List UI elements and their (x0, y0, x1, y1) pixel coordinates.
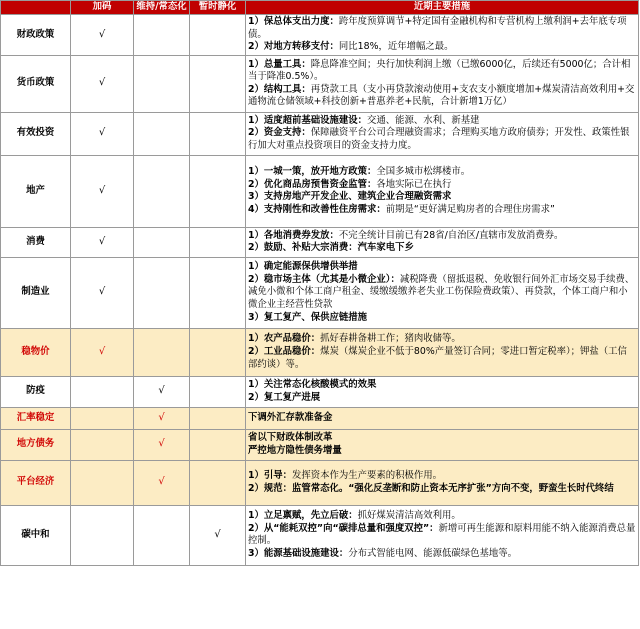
check-mark-normal (134, 227, 190, 257)
measure-lead: 1）关注常态化核酸模式的效果 (248, 379, 377, 391)
measure-detail: 各地实际已在执行 (376, 178, 452, 190)
sector-cell: 消费 (1, 227, 71, 257)
measure-lead: 2）优化商品房预售资金监管： (248, 178, 377, 190)
check-mark-add (71, 460, 134, 505)
check-mark-add: √ (71, 15, 134, 56)
measure-line (248, 510, 636, 523)
measures-cell (246, 429, 639, 460)
table-row (1, 407, 639, 429)
measures-cell (246, 55, 639, 112)
measures-cell (246, 15, 639, 56)
measure-lead: 2）结构工具： (248, 83, 311, 95)
measures-cell (246, 505, 639, 565)
measure-lead: 3）复工复产、保供应链措施 (248, 311, 368, 323)
measure-lead: 2）规范：监管常态化。“强化反垄断和防止资本无序扩张”方向不变，野蛮生长时代终结 (248, 482, 614, 494)
check-mark-add (71, 429, 134, 460)
measure-detail: 前期是“更好满足购房者的合理住房需求” (385, 203, 555, 215)
measure-line (248, 230, 636, 243)
check-mark-add (71, 376, 134, 407)
table-row (1, 429, 639, 460)
check-mark-normal: √ (134, 407, 190, 429)
check-mark-pause (190, 15, 246, 56)
measure-detail: 全国多城市松绑楼市。 (376, 166, 471, 178)
measures-cell (246, 460, 639, 505)
measure-line (248, 379, 636, 392)
table-row (1, 112, 639, 155)
measure-detail: 减税降费（留抵退税、免收银行间外汇市场交易手续费、减免小微和个体工商户租金、缓缴缓缴养老失业工伤保险费政策）、再贷款，个体工商户和小微企业主经营性贷款 (248, 273, 635, 311)
sector-cell: 制造业 (1, 257, 71, 328)
header-category (1, 1, 71, 15)
measure-detail: 跨年度预算调节+特定国有金融机构和专营机构上缴利润+去年底专项债。 (248, 16, 627, 40)
table-row (1, 227, 639, 257)
table-row (1, 55, 639, 112)
check-mark-normal (134, 155, 190, 227)
measure-lead: 2）稳市场主体（尤其是小微企业）： (248, 273, 400, 285)
check-mark-normal: √ (134, 376, 190, 407)
check-mark-normal (134, 55, 190, 112)
check-mark-pause (190, 328, 246, 376)
measure-detail: 分布式智能电网、能源低碳绿色基地等。 (348, 547, 518, 559)
check-mark-pause: √ (190, 505, 246, 565)
measure-detail: 新增可再生能源和原料用能不纳入能源消费总量控制。 (248, 522, 636, 547)
measure-lead: 3）支持房地产开发企业、建筑企业合理融资需求 (248, 191, 452, 203)
measure-line (248, 242, 636, 255)
measure-line (248, 261, 636, 274)
measure-line (248, 59, 636, 84)
table-header-row (1, 1, 639, 15)
measure-lead: 1）适度超前基础设施建设： (248, 114, 368, 126)
measure-line (248, 432, 636, 445)
check-mark-add: √ (71, 55, 134, 112)
measures-cell (246, 257, 639, 328)
check-mark-add: √ (71, 227, 134, 257)
measure-lead: 1）各地消费券发放： (248, 229, 339, 241)
measure-detail: 再贷款工具（支小再贷款滚动使用+支农支小额度增加+煤炭清洁高效利用+交通物流仓储领域+科技创新+普惠养老+民航，合计新增1万亿） (248, 83, 635, 108)
measure-lead: 2）从“能耗双控”向“碳排总量和强度双控”： (248, 522, 439, 534)
measure-line (248, 127, 636, 152)
measure-lead: 1）确定能源保供增供举措 (248, 261, 358, 273)
measure-lead: 2）鼓励、补贴大宗消费：汽车家电下乡 (248, 242, 414, 254)
header-pause: 暂时静化 (190, 1, 246, 15)
measure-lead: 2）对地方转移支付： (248, 41, 339, 53)
sector-cell: 财政政策 (1, 15, 71, 56)
measure-line (248, 470, 636, 483)
check-mark-pause (190, 257, 246, 328)
check-mark-normal (134, 112, 190, 155)
measure-line (248, 204, 636, 217)
table-row (1, 328, 639, 376)
measure-lead: 3）能源基础设施建设： (248, 547, 349, 559)
sector-cell: 碳中和 (1, 505, 71, 565)
table-body (1, 15, 639, 566)
check-mark-pause (190, 112, 246, 155)
sector-cell: 地产 (1, 155, 71, 227)
sector-cell: 有效投资 (1, 112, 71, 155)
measure-lead: 2）复工复产进展 (248, 391, 321, 403)
measure-lead: 下调外汇存款准备金 (248, 411, 333, 423)
measure-lead: 1）保总体支出力度： (248, 16, 339, 27)
sector-cell: 稳物价 (1, 328, 71, 376)
measure-line (248, 166, 636, 179)
measure-line (248, 41, 636, 54)
measure-lead: 省以下财政体制改革 (248, 432, 333, 444)
measure-line (248, 392, 636, 405)
check-mark-pause (190, 55, 246, 112)
table-row (1, 155, 639, 227)
measures-cell (246, 328, 639, 376)
measure-line (248, 445, 636, 458)
measure-detail: 不完全统计目前已有28省/自治区/直辖市发放消费券。 (338, 229, 564, 241)
measure-lead: 严控地方隐性债务增量 (248, 444, 342, 456)
check-mark-add (71, 407, 134, 429)
check-mark-pause (190, 429, 246, 460)
measure-lead: 1）立足禀赋，先立后破： (248, 510, 358, 522)
check-mark-normal (134, 257, 190, 328)
measure-detail: 降息降准空间；央行加快利润上缴（已缴6000亿，后续还有5000亿；合计相当于降准0.5%）。 (248, 58, 631, 83)
measure-line (248, 548, 636, 561)
measures-cell (246, 376, 639, 407)
measure-line (248, 84, 636, 109)
sector-cell: 货币政策 (1, 55, 71, 112)
measure-detail: 保障融资平台公司合理融资需求；合理购买地方政府债券；开发性、政策性银行加大对重点投资项目的资金支持力度。 (248, 127, 630, 152)
measure-line (248, 115, 636, 128)
measure-line (248, 346, 636, 371)
check-mark-pause (190, 155, 246, 227)
sector-cell: 防疫 (1, 376, 71, 407)
check-mark-add: √ (71, 328, 134, 376)
header-add: 加码 (71, 1, 134, 15)
measure-detail: 抓好春耕备耕工作；猪肉收储等。 (320, 333, 461, 345)
check-mark-normal (134, 505, 190, 565)
sector-cell: 平台经济 (1, 460, 71, 505)
measure-line (248, 333, 636, 346)
measures-cell (246, 407, 639, 429)
measure-detail: 同比18%，近年增幅之最。 (338, 41, 454, 53)
table-row (1, 257, 639, 328)
table-row (1, 505, 639, 565)
header-normal: 维持/常态化 (134, 1, 190, 15)
check-mark-add: √ (71, 155, 134, 227)
check-mark-add: √ (71, 112, 134, 155)
measures-cell (246, 227, 639, 257)
check-mark-pause (190, 460, 246, 505)
measure-line (248, 274, 636, 312)
measure-lead: 2）资金支持： (248, 127, 311, 139)
measure-detail: 交通、能源、水利、新基建 (367, 114, 480, 126)
measure-line (248, 483, 636, 496)
table-row (1, 376, 639, 407)
measure-lead: 1）农产品稳价： (248, 333, 321, 345)
measure-line (248, 312, 636, 325)
check-mark-add (71, 505, 134, 565)
measure-line (248, 191, 636, 204)
measure-lead: 2）工业品稳价： (248, 345, 321, 357)
table-row (1, 15, 639, 56)
measure-detail: 抓好煤炭清洁高效利用。 (357, 510, 461, 522)
measure-lead: 1）引导： (248, 470, 293, 482)
header-measures: 近期主要措施 (246, 1, 639, 15)
measure-line (248, 179, 636, 192)
measure-lead: 1）一城一策，放开地方政策： (248, 166, 377, 178)
check-mark-normal (134, 15, 190, 56)
measure-line (248, 16, 636, 41)
check-mark-pause (190, 376, 246, 407)
check-mark-add: √ (71, 257, 134, 328)
check-mark-pause (190, 407, 246, 429)
sector-cell: 汇率稳定 (1, 407, 71, 429)
measure-lead: 4）支持刚性和改善性住房需求： (248, 203, 386, 215)
check-mark-normal: √ (134, 460, 190, 505)
measure-line (248, 523, 636, 548)
table-row (1, 460, 639, 505)
measures-cell (246, 112, 639, 155)
check-mark-normal: √ (134, 429, 190, 460)
measure-detail: 煤炭（煤炭企业不低于80%产量签订合同；零进口暂定税率）；钾盐（工信部约谈）等。 (248, 345, 627, 370)
check-mark-normal (134, 328, 190, 376)
measure-detail: 发挥资本作为生产要素的积极作用。 (292, 470, 443, 482)
sector-cell: 地方债务 (1, 429, 71, 460)
measures-cell (246, 155, 639, 227)
check-mark-pause (190, 227, 246, 257)
measure-lead: 1）总量工具： (248, 58, 311, 70)
measure-line (248, 412, 636, 425)
